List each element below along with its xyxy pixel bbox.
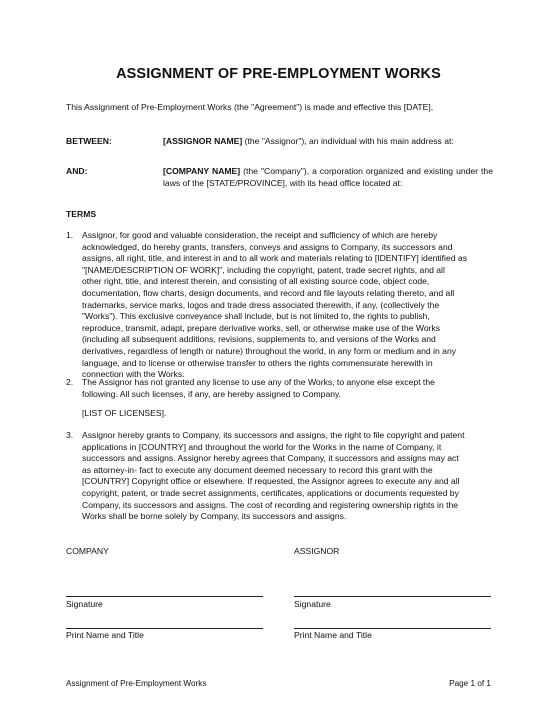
term-line: [COUNTRY] Copyright office or elsewhere. If requested, the Assignor agrees to execute any and all [82, 476, 460, 487]
term-line: "[NAME/DESCRIPTION OF WORK]", including the copyright, patent, trade secret rights, and all [82, 264, 445, 275]
between-text [163, 136, 493, 148]
intro-paragraph: This Assignment of Pre-Employment Works (the "Agreement") is made and effective this [DATE], [66, 102, 434, 112]
between-label: BETWEEN: [66, 136, 112, 146]
company-print-name-line[interactable] [66, 628, 263, 629]
term-item-3 [82, 430, 494, 523]
document-title: ASSIGNMENT OF PRE-EMPLOYMENT WORKS [116, 66, 441, 82]
between-rest: (the "Assignor"), an individual with his main address at: [242, 136, 454, 146]
company-signature-line[interactable] [66, 596, 263, 597]
term-line: Assignor hereby grants to Company, its successors and assigns, the right to file copyright and patent [82, 430, 465, 440]
term-line: (including all subsequent additions, revisions, supplements to, and versions of the Works and [82, 334, 436, 345]
term-line: Assignor, for good and valuable consideration, the receipt and sufficiency of which are hereby [82, 230, 438, 240]
assignor-signature-line[interactable] [294, 596, 491, 597]
assignor-print-name-label: Print Name and Title [294, 630, 372, 640]
company-signature-label: Signature [66, 599, 103, 609]
footer-document-name: Assignment of Pre-Employment Works [66, 679, 207, 688]
term-line: acknowledged, do hereby grants, transfers, conveys and assigns to Company, its successors and [82, 241, 453, 252]
and-rest: (the "Company"), a corporation organized and existing under the laws of the [STATE/PROVINCE], with its head office located at: [163, 166, 493, 188]
term-item-1 [82, 230, 494, 381]
term-line: as attorney-in- fact to execute any document deemed necessary to record this grant with the [82, 464, 433, 475]
assignor-signature-label: Signature [294, 599, 331, 609]
company-name-placeholder: [COMPANY NAME] [163, 166, 241, 176]
assignor-signature-heading: ASSIGNOR [294, 546, 340, 556]
term-line: successors and assigns. Assignor hereby agrees that Company, it successors and assigns may act [82, 453, 459, 464]
assignor-print-name-line[interactable] [294, 628, 491, 629]
term-line: reproduce, transmit, adapt, prepare derivative works, sell, or otherwise make use of the Works [82, 322, 441, 333]
company-print-name-label: Print Name and Title [66, 630, 144, 640]
term-line: following. All such licenses, if any, are hereby assigned to Company. [82, 388, 342, 399]
term-line: trademarks, service marks, logos and trade dress associated therewith, if any, (collectively the [82, 299, 440, 310]
and-label: AND: [66, 166, 88, 176]
term-item-2 [82, 377, 494, 400]
and-text [163, 166, 493, 189]
term-line: applications in [COUNTRY] and throughout the world for the Works in the name of Company, it [82, 441, 442, 452]
term-line: The Assignor has not granted any license to use any of the Works, to anyone else except the [82, 377, 435, 387]
footer-page-number: Page 1 of 1 [449, 679, 491, 688]
item-number: 3. [66, 430, 74, 440]
term-line: language, and to license or otherwise transfer to others the rights commensurate herewith in [82, 357, 433, 368]
item-number: 1. [66, 230, 74, 240]
term-line: other right, title, and interest therein, and consisting of all existing source code, object code, [82, 276, 430, 287]
item-number: 2. [66, 377, 74, 387]
term-line: derivatives, regardless of length or nature) throughout the world, in any form or medium and in any [82, 345, 457, 356]
term-line: Works shall be borne solely by Company, its successors and assigns. [82, 511, 347, 522]
term-line: documentation, flow charts, design documents, and record and file layouts relating thereto, and all [82, 287, 455, 298]
assignor-name-placeholder: [ASSIGNOR NAME] [163, 136, 243, 146]
licenses-placeholder: [LIST OF LICENSES]. [82, 408, 167, 418]
term-line: "Works"). This exclusive conveyance shall include, but is not limited to, the rights to publish, [82, 311, 430, 322]
term-line: copyright, patent, or trade secret assignments, certificates, applications or documents requested by [82, 487, 459, 498]
terms-heading: TERMS [66, 209, 97, 219]
term-line: connection with the Works. [82, 369, 185, 380]
term-line: assigns, all right, title, and interest in and to all work and materials relating to [IDENTIFY] identified as [82, 253, 467, 264]
company-signature-heading: COMPANY [66, 546, 109, 556]
term-line: Company, its successors and assigns. The cost of recording and registering ownership rights in the [82, 499, 459, 510]
